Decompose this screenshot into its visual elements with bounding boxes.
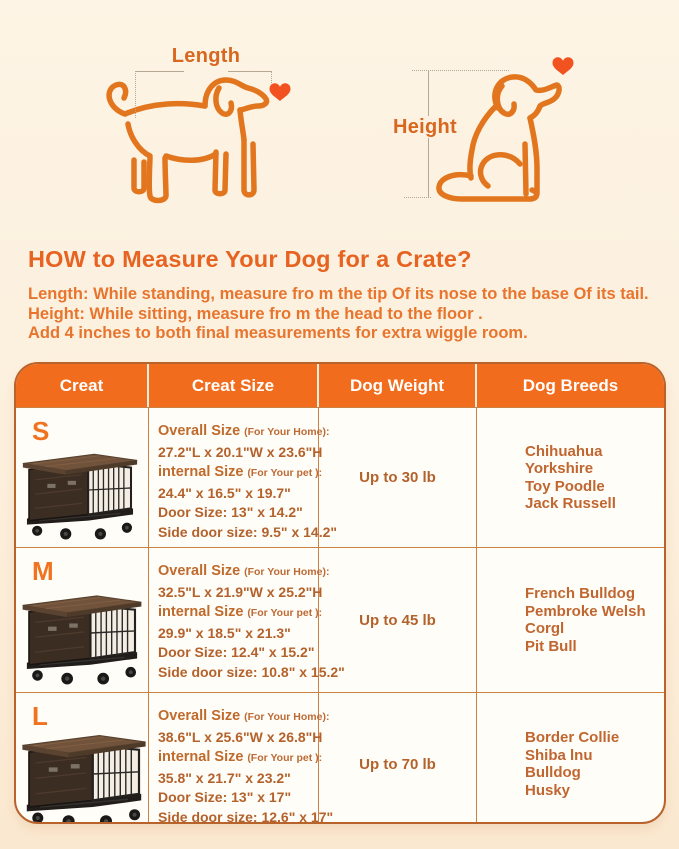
breed: Pit Bull bbox=[525, 637, 577, 655]
instruction-line-length: Length: While standing, measure fro m the tip Of its nose to the base Of its tail. bbox=[28, 285, 649, 303]
size-letter-m: M bbox=[32, 556, 54, 586]
small-crate-image bbox=[20, 439, 140, 541]
length-label: Length bbox=[171, 45, 241, 67]
cell-crate-l bbox=[16, 692, 149, 824]
instruction-line-wiggle: Add 4 inches to both final measurements for extra wiggle room. bbox=[28, 324, 528, 342]
header-dog-weight: Dog Weight bbox=[319, 364, 477, 407]
heart-icon bbox=[270, 83, 291, 101]
cell-size-l: Overall Size (For Your Home): 38.6"L x 25.6"W x 26.8"H internal Size (For Your pet ): 35.8" x 21.7" x 23.2" Door Size: 13" x 17" Side door size: 12.6" x 17" bbox=[149, 692, 319, 824]
header-dog-breeds: Dog Breeds bbox=[477, 364, 664, 407]
medium-crate-image bbox=[20, 580, 144, 686]
breed: Pembroke Welsh bbox=[525, 602, 646, 620]
length-line-left bbox=[135, 71, 184, 72]
size-letter-l: L bbox=[32, 701, 48, 731]
cell-size-m: Overall Size (For Your Home): 32.5"L x 21.9"W x 25.2"H internal Size (For Your pet ): 29.9" x 18.5" x 21.3" Door Size: 12.4" x 15.2" Side door size: 10.8" x 15.2" bbox=[149, 547, 319, 692]
cell-weight-l: Up to 70 lb bbox=[319, 692, 477, 824]
breed: Chihuahua bbox=[525, 442, 603, 460]
instruction-line-height: Height: While sitting, measure fro m the head to the floor . bbox=[28, 304, 483, 323]
header-creat-size: Creat Size bbox=[149, 364, 319, 407]
crate-size-table bbox=[14, 362, 666, 824]
cell-crate-m bbox=[16, 547, 149, 692]
cell-breeds-l bbox=[477, 692, 664, 824]
breed: Shiba lnu bbox=[525, 746, 593, 764]
breed: Corgl bbox=[525, 620, 565, 637]
length-tick-left bbox=[135, 71, 136, 118]
length-tick-right bbox=[271, 71, 272, 85]
breed: Bulldog bbox=[525, 764, 581, 781]
breed: Jack Russell bbox=[525, 495, 616, 512]
header-creat: Creat bbox=[16, 364, 149, 407]
height-line-top bbox=[412, 70, 509, 71]
cell-weight-m: Up to 45 lb bbox=[319, 547, 477, 692]
page-title: HOW to Measure Your Dog for a Crate? bbox=[28, 246, 472, 272]
breed: Border Collie bbox=[525, 729, 620, 746]
height-label: Height bbox=[390, 116, 460, 139]
cell-breeds-s bbox=[477, 407, 664, 547]
height-line-bottom bbox=[404, 197, 431, 198]
breed: French Bulldog bbox=[525, 585, 635, 602]
breed: Yorkshire bbox=[525, 460, 594, 477]
size-letter-s: S bbox=[32, 416, 50, 446]
large-crate-image bbox=[20, 719, 148, 824]
cell-breeds-m bbox=[477, 547, 664, 692]
heart-icon bbox=[553, 57, 574, 75]
breed: Husky bbox=[525, 781, 571, 799]
breed: Toy Poodle bbox=[525, 477, 605, 495]
length-line-right bbox=[228, 71, 272, 72]
cell-size-s: Overall Size (For Your Home): 27.2"L x 20.1"W x 23.6"H internal Size (For Your pet ): 24.4" x 16.5" x 19.7" Door Size: 13" x 14.2" Side door size: 9.5" x 14.2" bbox=[149, 407, 319, 547]
cell-crate-s bbox=[16, 407, 149, 547]
cell-weight-s: Up to 30 lb bbox=[319, 407, 477, 547]
measuring-instructions bbox=[28, 285, 663, 344]
